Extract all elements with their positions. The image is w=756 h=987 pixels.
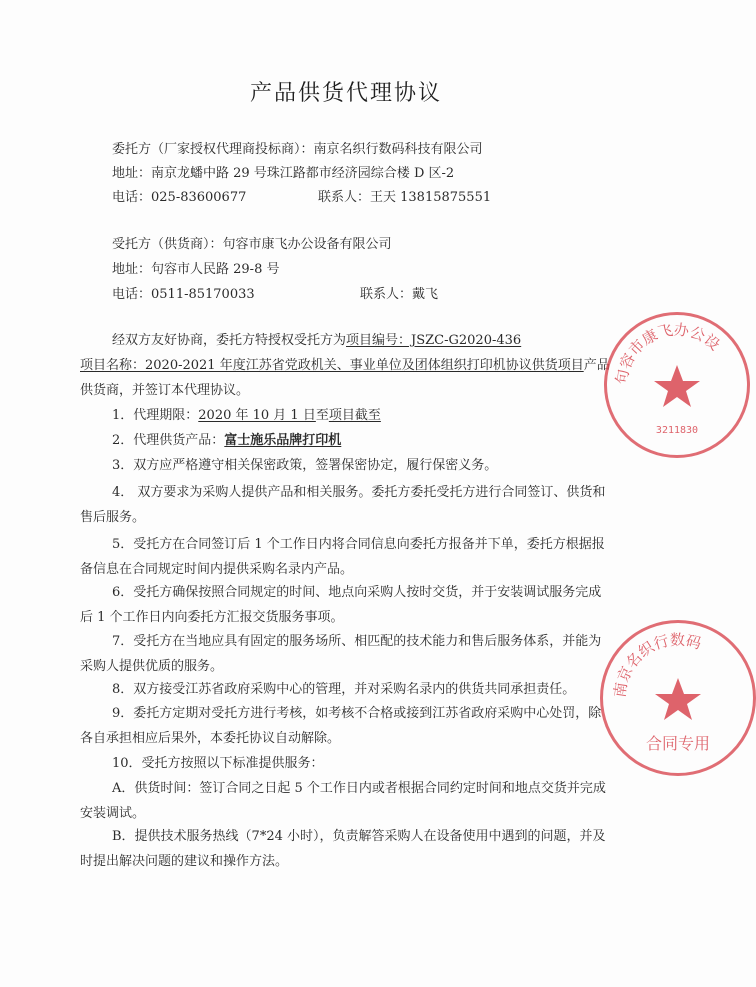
agent-seal-code: 3211830 [655,425,699,436]
svg-text:句容市康飞办公设 [613,321,724,386]
clause-1 [112,408,381,424]
term-start: 2020 年 10 月 1 日 [198,408,316,423]
principal-seal-sub: 合同专用 [645,734,711,753]
clause-a-line-1: A．供货时间：签订合同之日起 5 个工作日内或者根据合同约定时间和地点交货并完成 [112,781,606,796]
principal-contract-seal [600,620,756,776]
clause-10: 10．受托方按照以下标准提供服务： [112,756,324,771]
clause-4-line-1: 4． 双方要求为采购人提供产品和相关服务。委托方委托受托方进行合同签订、供货和 [112,485,606,500]
intro-line-3: 供货商，并签订本代理协议。 [80,383,250,398]
clause-9-line-2: 各自承担相应后果外，本委托协议自动解除。 [80,731,341,746]
agent-phone: 电话：0511-85170033 [112,287,255,302]
agent-company-seal [604,312,750,458]
clause-3: 3．双方应严格遵守相关保密政策，签署保密协定，履行保密义务。 [112,458,498,473]
intro-line-1 [112,333,521,349]
document-title: 产品供货代理协议 [249,81,442,106]
clause-2 [112,433,341,449]
clause-b-line-1: B．提供技术服务热线（7*24 小时），负责解答采购人在设备使用中遇到的问题，并及 [112,829,606,844]
intro-suffix: 产品 [583,358,610,373]
agent-name: 受托方（供货商）：句容市康飞办公设备有限公司 [112,237,392,252]
seal-star-icon-2 [603,623,753,773]
clause-8: 8．双方接受江苏省政府采购中心的管理，并对采购名录内的供货共同承担责任。 [112,682,576,697]
project-number: 项目编号：JSZC-G2020-436 [346,333,522,348]
intro-prefix: 经双方友好协商，委托方特授权受托方为 [112,333,347,348]
clause-a-line-2: 安装调试。 [80,806,146,821]
product-name: 富士施乐品牌打印机 [224,433,342,448]
seal-star-icon [607,315,747,455]
clause-6-line-1: 6．受托方确保按照合同规定的时间、地点向采购人按时交货，并于安装调试服务完成 [112,585,602,600]
clause-4-line-2: 售后服务。 [80,510,146,525]
project-name: 项目名称：2020-2021 年度江苏省党政机关、事业单位及团体组织打印机协议供货项目 [80,358,584,373]
agent-address: 地址：句容市人民路 29-8 号 [112,262,280,277]
clause-9-line-1: 9．委托方定期对受托方进行考核，如考核不合格或接到江苏省政府采购中心处罚，除 [112,706,602,721]
clause-2-label: 2．代理供货产品： [112,433,225,448]
principal-contact: 联系人：王天 13815875551 [318,190,492,205]
clause-5-line-1: 5．受托方在合同签订后 1 个工作日内将合同信息向委托方报备并下单，委托方根据报 [112,537,605,552]
principal-seal-text: 南京名织行数码 [610,630,704,699]
term-sep: 至 [315,408,329,423]
clause-7-line-2: 采购人提供优质的服务。 [80,659,224,674]
agent-seal-text: 句容市康飞办公设 [612,320,724,386]
clause-b-line-2: 时提出解决问题的建议和操作方法。 [80,854,289,869]
svg-text:南京名织行数码 [611,631,704,699]
intro-line-2 [80,358,610,374]
agent-contact: 联系人：戴飞 [360,287,439,302]
principal-address: 地址：南京龙蟠中路 29 号珠江路都市经济园综合楼 D 区-2 [112,166,455,181]
clause-1-label: 1．代理期限： [112,408,199,423]
clause-7-line-1: 7．受托方在当地应具有固定的服务场所、相匹配的技术能力和售后服务体系，并能为 [112,634,602,649]
clause-6-line-2: 后 1 个工作日内向委托方汇报交货服务事项。 [80,610,344,625]
principal-phone: 电话：025-83600677 [112,190,247,205]
principal-name: 委托方（厂家授权代理商投标商）：南京名织行数码科技有限公司 [112,142,483,157]
clause-5-line-2: 备信息在合同规定时间内提供采购名录内产品。 [80,562,354,577]
term-end: 项目截至 [328,408,381,423]
